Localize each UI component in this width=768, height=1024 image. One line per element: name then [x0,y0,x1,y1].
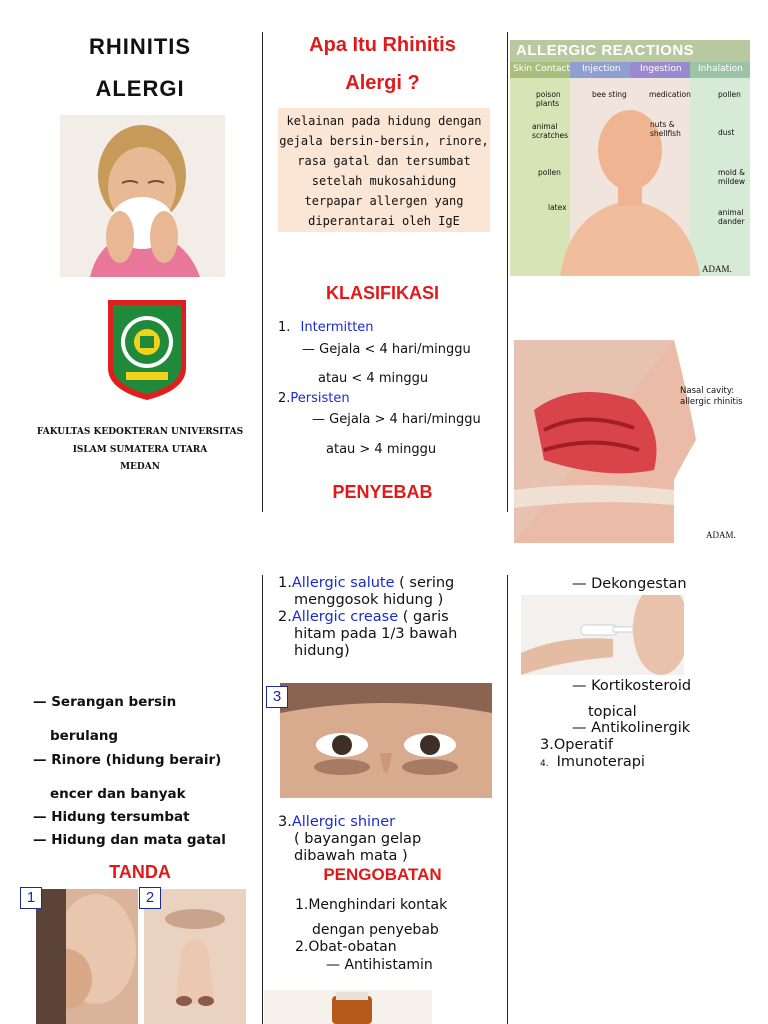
title-line-1: RHINITIS [88,34,192,59]
allergic-shiner-photo [280,683,492,798]
symptom-2: — Rinore (hidung berair) [33,752,222,768]
divider-1 [262,32,263,512]
title-line-2: ALERGI [95,76,185,101]
question-heading-2: Alergi ? [345,72,420,94]
sign-2-rest: ( garis [398,609,449,625]
sign-3 [278,814,395,831]
allergic-salute-label: Allergic salute [291,575,395,591]
label-animal-dander: animal dander [718,208,745,226]
label-pollen: pollen [718,90,741,99]
allergic-title: ALLERGIC REACTIONS [516,42,695,59]
definition-line: setelah mukosahidung [311,174,457,188]
sign-2-number: 2. [278,609,292,625]
nasal-spray-photo [521,595,684,675]
label-mold: mold & mildew [718,168,745,186]
sign-3-line-3: dibawah mata ) [294,848,408,864]
pengobatan-heading: PENGOBATAN [323,865,442,884]
item-number: 2. [278,391,291,406]
label-box-3: 3 [266,686,288,708]
definition-line: diperantarai oleh IgE [308,214,460,228]
allergic-salute-photo [36,889,138,1024]
definition-line: kelainan pada hidung dengan [286,114,482,128]
klasifikasi-item-2 [278,391,350,406]
imunoterapi-label: Imunoterapi [556,754,645,770]
label-poison-plants: poison plants [536,90,561,108]
divider-4 [507,575,508,1024]
persisten-label: Persisten [290,391,350,406]
penyebab-heading: PENYEBAB [332,482,433,502]
faculty-line-2: ISLAM SUMATERA UTARA [72,445,208,455]
treatment-1: 1.Menghindari kontak [295,897,448,913]
sign-3-line-2: ( bayangan gelap [294,831,422,847]
sign-1-rest: ( sering [394,575,455,591]
label-latex: latex [548,203,567,212]
label-nuts: nuts & shellfish [650,120,681,138]
adam-brand: ADAM. [702,264,732,274]
label-bee-sting: bee sting [592,90,627,99]
nasal-cavity-image [514,340,754,543]
divider-3 [262,575,263,1024]
label-pollen-2: pollen [538,168,561,177]
faculty-line-3: MEDAN [120,462,160,472]
definition-box [278,108,490,232]
allergic-shiner-label: Allergic shiner [291,814,396,830]
sign-2 [278,609,449,626]
treatment-1b: dengan penyebab [312,922,439,938]
column-skin-contact: Skin Contact [513,64,571,74]
treatment-2: 2.Obat-obatan [295,939,397,955]
dekongestan-item: — Dekongestan [572,576,687,592]
label-box-1: 1 [20,887,42,909]
definition-line: terpapar allergen yang [304,194,464,208]
intermitten-sub-1: — Gejala < 4 hari/minggu [302,342,471,357]
operatif-item: 3.Operatif [540,737,614,753]
adam-brand-2: ADAM. [706,530,736,540]
sign-1-line-2: menggosok hidung ) [294,592,444,608]
allergic-reactions-chart [510,40,750,276]
topical-item: topical [588,704,637,720]
persisten-sub-2: atau > 4 minggu [326,442,437,457]
tanda-heading: TANDA [109,862,171,882]
allergic-crease-label: Allergic crease [291,609,399,625]
sign-2-line-3: hidung) [294,643,350,659]
nasal-cavity-label: Nasal cavity: allergic rhinitis [680,386,743,407]
symptom-1: — Serangan bersin [33,694,177,710]
kortikosteroid-item: — Kortikosteroid [572,678,692,694]
sign-3-number: 3. [278,814,292,830]
definition-line: rasa gatal dan tersumbat [297,154,471,168]
definition-line: gejala bersin-bersin, rinore, [279,134,489,148]
antikolinergik-item: — Antikolinergik [572,720,691,736]
faculty-line-1: FAKULTAS KEDOKTERAN UNIVERSITAS [36,427,244,437]
allergic-crease-photo [144,889,246,1024]
column-ingestion: Ingestion [640,64,682,74]
question-heading-1: Apa Itu Rhinitis [309,34,456,56]
treatment-2a: — Antihistamin [326,957,433,973]
symptom-2b: encer dan banyak [50,786,186,802]
klasifikasi-heading: KLASIFIKASI [325,283,439,303]
intermitten-sub-2: atau < 4 minggu [318,371,429,386]
label-dust: dust [718,128,735,137]
column-inhalation: Inhalation [698,64,743,74]
imunoterapi-number: 4. [540,759,549,769]
sign-1-number: 1. [278,575,292,591]
sign-2-line-2: hitam pada 1/3 bawah [294,626,458,642]
column-injection: Injection [582,64,621,74]
persisten-sub-1: — Gejala > 4 hari/minggu [312,412,481,427]
divider-2 [507,32,508,512]
university-logo [106,298,188,402]
label-box-2: 2 [139,887,161,909]
symptom-4: — Hidung dan mata gatal [33,832,226,848]
sneezing-woman-photo [60,115,225,277]
imunoterapi-item [540,754,645,773]
intermitten-label: Intermitten [300,320,374,335]
item-number: 1. [278,320,291,335]
sign-1 [278,575,454,592]
symptom-1b: berulang [50,728,119,744]
label-animal-scratches: animal scratches [532,122,569,140]
symptom-3: — Hidung tersumbat [33,809,190,825]
label-medication: medication [649,90,691,99]
medicine-bottle-photo [264,990,432,1024]
klasifikasi-item-1 [278,320,374,335]
